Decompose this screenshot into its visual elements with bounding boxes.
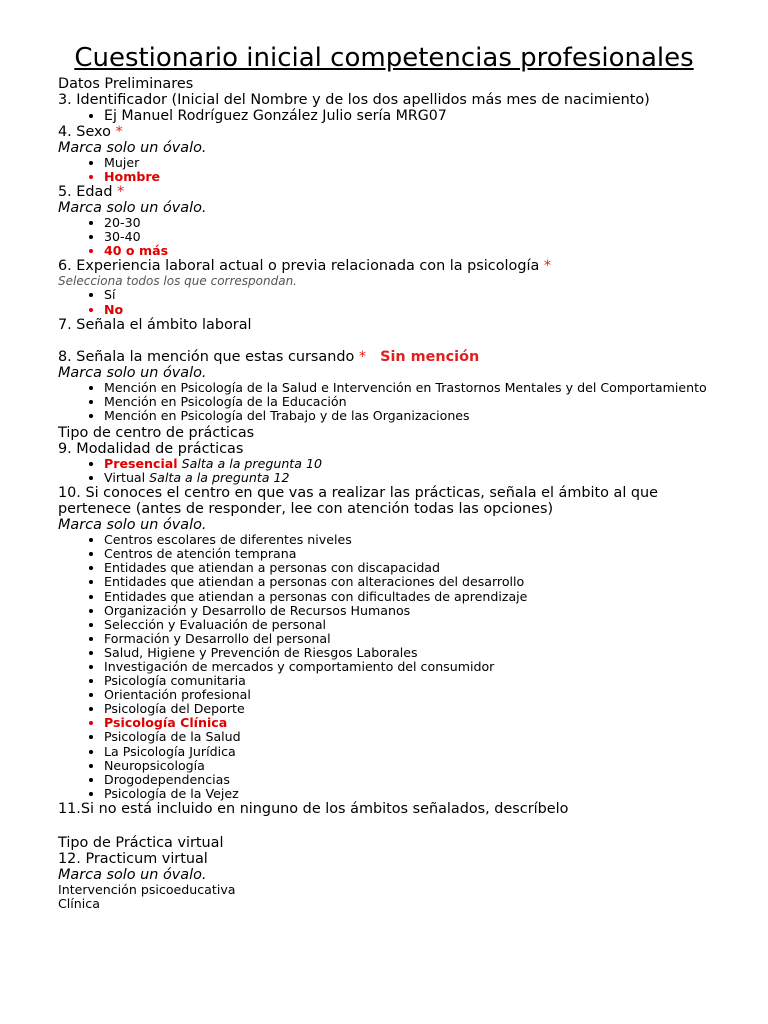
q10-option[interactable]: • Centros de atención temprana bbox=[104, 547, 710, 561]
question-8-hint: Marca solo un óvalo. bbox=[58, 364, 207, 381]
required-mark: * bbox=[358, 348, 367, 365]
question-3-example: • Ej Manuel Rodríguez González Julio sería MRG07 bbox=[104, 108, 710, 124]
skip-note: Salta a la pregunta 12 bbox=[149, 470, 290, 486]
question-3-label: 3. Identificador (Inicial del Nombre y de los dos apellidos más mes de nacimiento) bbox=[58, 92, 650, 108]
question-10-hint: Marca solo un óvalo. bbox=[58, 517, 207, 534]
option-intervencion-psicoeducativa[interactable]: Intervención psicoeducativa bbox=[58, 881, 236, 897]
question-12-label: 12. Practicum virtual bbox=[58, 850, 208, 867]
question-8-answer: Sin mención bbox=[380, 348, 480, 365]
question-10-options bbox=[58, 533, 710, 801]
question-5-options bbox=[58, 216, 710, 258]
q10-option[interactable]: • Entidades que atiendan a personas con alteraciones del desarrollo bbox=[104, 575, 710, 589]
option-40-o-mas-selected[interactable]: • 40 o más bbox=[104, 244, 710, 258]
option-mencion-educacion[interactable]: • Mención en Psicología de la Educación bbox=[104, 395, 710, 409]
option-virtual[interactable]: • Virtual Salta a la pregunta 12 bbox=[104, 471, 710, 485]
q10-option[interactable]: • Investigación de mercados y comportamiento del consumidor bbox=[104, 660, 710, 674]
q10-option[interactable]: • Psicología de la Salud bbox=[104, 730, 710, 744]
option-20-30[interactable]: • 20-30 bbox=[104, 216, 710, 230]
section-tipo-centro: Tipo de centro de prácticas bbox=[58, 424, 255, 441]
option-si[interactable]: • Sí bbox=[104, 288, 710, 302]
option-presencial-selected[interactable]: • Presencial Salta a la pregunta 10 bbox=[104, 457, 710, 471]
q10-option[interactable]: • Salud, Higiene y Prevención de Riesgos Laborales bbox=[104, 646, 710, 660]
option-mujer[interactable]: • Mujer bbox=[104, 156, 710, 170]
blank-line bbox=[58, 817, 710, 833]
question-12-hint: Marca solo un óvalo. bbox=[58, 866, 207, 883]
question-6-label: 6. Experiencia laboral actual o previa relacionada con la psicología * bbox=[58, 258, 552, 275]
question-3-example-list bbox=[58, 108, 710, 124]
q10-option[interactable]: • Entidades que atiendan a personas con discapacidad bbox=[104, 561, 710, 575]
q10-option[interactable]: • Psicología comunitaria bbox=[104, 674, 710, 688]
q10-option[interactable]: • Organización y Desarrollo de Recursos Humanos bbox=[104, 604, 710, 618]
required-mark: * bbox=[115, 124, 123, 140]
option-hombre-selected[interactable]: • Hombre bbox=[104, 170, 710, 184]
question-8-options bbox=[58, 381, 710, 423]
q10-option[interactable]: • Psicología del Deporte bbox=[104, 702, 710, 716]
q10-option[interactable]: • Neuropsicología bbox=[104, 759, 710, 773]
option-30-40[interactable]: • 30-40 bbox=[104, 230, 710, 244]
q10-option[interactable]: • Formación y Desarrollo del personal bbox=[104, 632, 710, 646]
blank-line bbox=[58, 333, 710, 349]
question-4-hint: Marca solo un óvalo. bbox=[58, 140, 207, 156]
section-datos-preliminares: Datos Preliminares bbox=[58, 76, 194, 92]
skip-note: Salta a la pregunta 10 bbox=[181, 455, 322, 471]
question-5-label: 5. Edad * bbox=[58, 184, 125, 201]
q10-option[interactable]: • Psicología de la Vejez bbox=[104, 787, 710, 801]
question-8-label: 8. Señala la mención que estas cursando * Sin mención bbox=[58, 348, 480, 365]
question-6-options bbox=[58, 288, 710, 316]
question-9-label: 9. Modalidad de prácticas bbox=[58, 440, 244, 457]
q10-option[interactable]: • Entidades que atiendan a personas con dificultades de aprendizaje bbox=[104, 590, 710, 604]
q10-option[interactable]: • Selección y Evaluación de personal bbox=[104, 618, 710, 632]
option-no-selected[interactable]: • No bbox=[104, 303, 710, 317]
required-mark: * bbox=[543, 258, 552, 275]
section-tipo-practica-virtual: Tipo de Práctica virtual bbox=[58, 834, 224, 851]
question-6-hint: Selecciona todos los que correspondan. bbox=[58, 274, 297, 289]
required-mark: * bbox=[117, 184, 125, 201]
question-4-label: 4. Sexo * bbox=[58, 124, 123, 140]
q10-option[interactable]: • Centros escolares de diferentes niveles bbox=[104, 533, 710, 547]
q10-option[interactable]: • Psicología Clínica bbox=[104, 716, 710, 730]
question-9-options bbox=[58, 457, 710, 485]
option-clinica[interactable]: Clínica bbox=[58, 896, 100, 911]
option-mencion-salud[interactable]: • Mención en Psicología de la Salud e Intervención en Trastornos Mentales y del Comportamiento bbox=[104, 381, 710, 395]
question-10-label: 10. Si conoces el centro en que vas a realizar las prácticas, señala el ámbito al que pertenece (antes de responder, lee con atención todas las opciones) bbox=[58, 485, 659, 518]
option-mencion-trabajo[interactable]: • Mención en Psicología del Trabajo y de las Organizaciones bbox=[104, 409, 710, 423]
question-5-hint: Marca solo un óvalo. bbox=[58, 200, 207, 217]
question-7-label: 7. Señala el ámbito laboral bbox=[58, 316, 252, 333]
q10-option[interactable]: • Orientación profesional bbox=[104, 688, 710, 702]
question-11-label: 11.Si no está incluido en ninguno de los ámbitos señalados, descríbelo bbox=[58, 800, 569, 817]
page-title: Cuestionario inicial competencias profesionales bbox=[74, 43, 694, 73]
q10-option[interactable]: • La Psicología Jurídica bbox=[104, 745, 710, 759]
q10-option[interactable]: • Drogodependencias bbox=[104, 773, 710, 787]
question-4-options bbox=[58, 156, 710, 184]
